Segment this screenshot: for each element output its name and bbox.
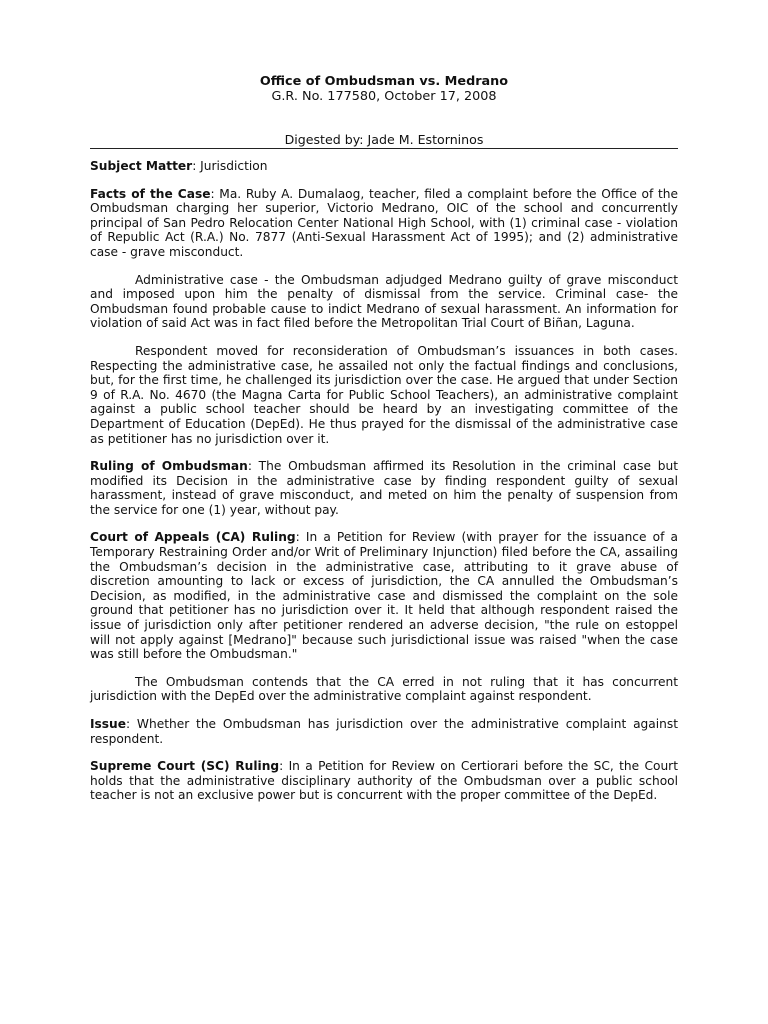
ca-ruling-paragraph-2: The Ombudsman contends that the CA erred in not ruling that it has concurrent jurisdiction with the DepEd over the administrative complaint against respondent. [90, 674, 678, 704]
document-page [90, 74, 678, 803]
subject-label: Subject Matter [90, 159, 193, 173]
issue-text: : Whether the Ombudsman has jurisdiction over the administrative complaint against respondent. [90, 717, 678, 746]
issue-label: Issue [90, 717, 126, 731]
ca-ruling-text: : In a Petition for Review (with prayer for the issuance of a Temporary Restraining Order and/or Writ of Preliminary Injunction) filed before the CA, assailing the Ombudsman’s decision in the administrative case, attributing to it grave abuse of discretion amounting to lack or excess of jurisdiction, the CA annulled the Ombudsman’s Decision, as modified, in the administrative case and dismissed the complaint on the sole ground that petitioner has no jurisdiction over it. It held that although respondent raised the issue of jurisdiction only after petitioner rendered an adverse decision, "the rule on estoppel will not apply against [Medrano]" because such jurisdictional issue was raised "when the case was still before the Ombudsman." [90, 530, 678, 662]
facts-text: : Ma. Ruby A. Dumalaog, teacher, filed a complaint before the Office of the Ombudsman charging her superior, Victorio Medrano, OIC of the school and concurrently principal of San Pedro Relocation Center National High School, with (1) criminal case - violation of Republic Act (R.A.) No. 7877 (Anti-Sexual Harassment Act of 1995); and (2) administrative case - grave misconduct. [90, 186, 678, 259]
ombudsman-ruling-paragraph [90, 459, 678, 517]
ca-ruling-label: Court of Appeals (CA) Ruling [90, 530, 296, 545]
sc-ruling-label: Supreme Court (SC) Ruling [90, 759, 280, 774]
case-title: Office of Ombudsman vs. Medrano [259, 74, 509, 89]
case-citation: G.R. No. 177580, October 17, 2008 [271, 89, 497, 104]
ombudsman-ruling-label: Ruling of Ombudsman [90, 459, 248, 474]
facts-paragraph-2: Administrative case - the Ombudsman adjudged Medrano guilty of grave misconduct and imposed upon him the penalty of dismissal from the service. Criminal case- the Ombudsman found probable cause to indict Medrano of sexual harassment. An information for violation of said Act was in fact filed before the Metropolitan Trial Court of Biñan, Laguna. [90, 272, 678, 331]
issue-paragraph [90, 717, 678, 746]
sc-ruling-text: : In a Petition for Review on Certiorari before the SC, the Court holds that the administrative disciplinary authority of the Ombudsman over a public school teacher is not an exclusive power but is concurrent with the proper committee of the DepEd. [90, 759, 678, 803]
subject-text: : Jurisdiction [192, 159, 268, 173]
facts-paragraph [90, 187, 678, 260]
facts-paragraph-3: Respondent moved for reconsideration of Ombudsman’s issuances in both cases. Respecting the administrative case, he assailed not only the factual findings and conclusions, but, for the first time, he challenged its jurisdiction over the case. He argued that under Section 9 of R.A. No. 4670 (the Magna Carta for Public School Teachers), an administrative complaint against a public school teacher should be heard by an investigating committee of the Department of Education (DepEd). He thus prayed for the dismissal of the administrative case as petitioner has no jurisdiction over it. [90, 343, 678, 446]
subject-matter [90, 159, 678, 174]
ombudsman-ruling-text: : The Ombudsman affirmed its Resolution in the criminal case but modified its Decision in the administrative case by finding respondent guilty of sexual harassment, instead of grave misconduct, and meted on him the penalty of suspension from the service for one (1) year, without pay. [90, 459, 678, 517]
sc-ruling-paragraph [90, 759, 678, 803]
facts-label: Facts of the Case [90, 186, 211, 201]
digest-author: Digested by: Jade M. Estorninos [90, 132, 678, 149]
ca-ruling-paragraph [90, 530, 678, 661]
